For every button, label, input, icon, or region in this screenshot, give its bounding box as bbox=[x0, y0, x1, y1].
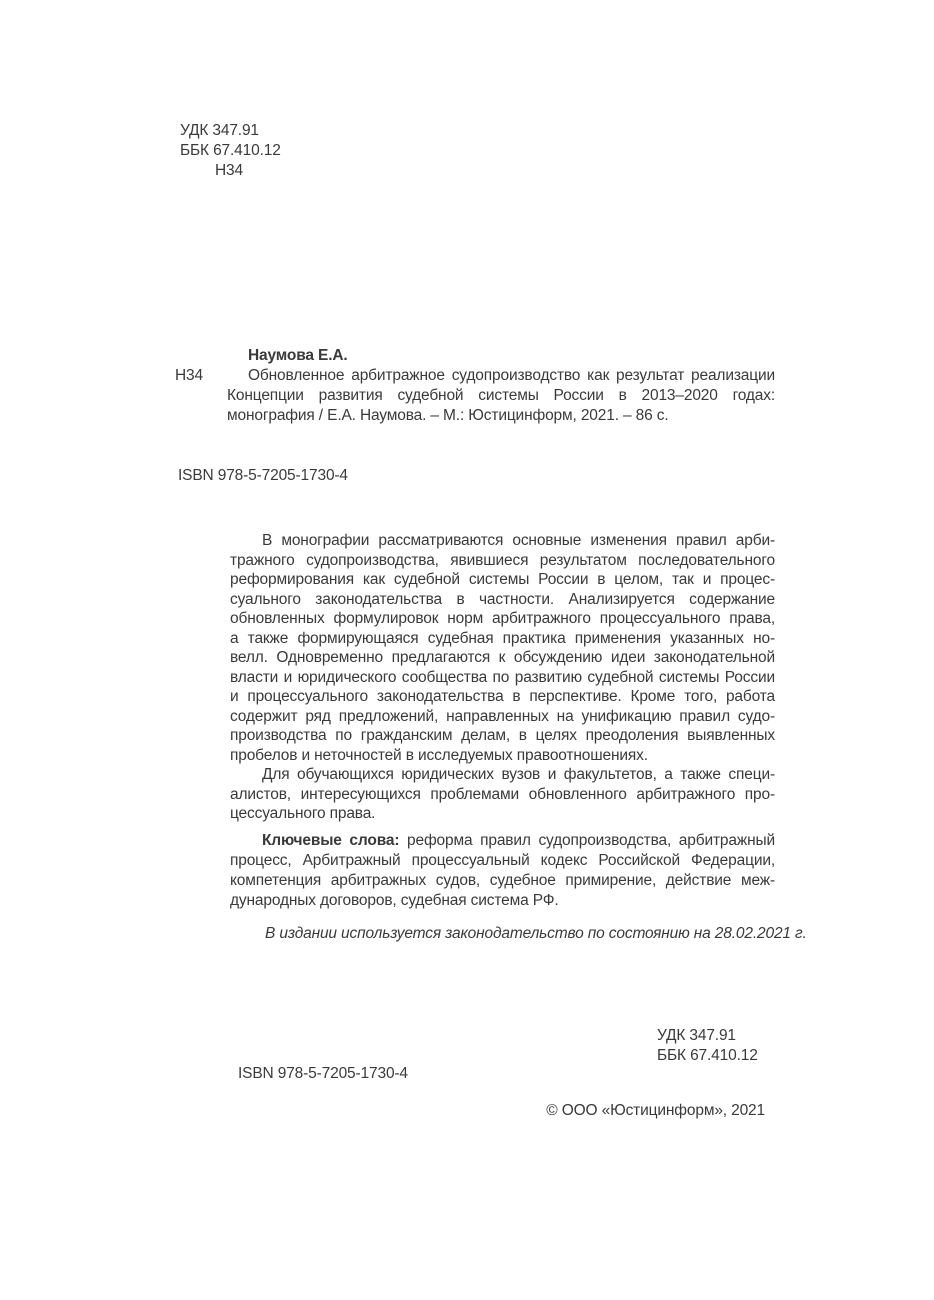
text-line: монография / Е.А. Наумова. – М.: Юстицинформ, 2021. – 86 с. bbox=[227, 407, 669, 424]
text-line: а также формирующаяся судебная практика применения указанных но- bbox=[230, 629, 775, 647]
edition-note: В издании используется законодательство по состоянию на 28.02.2021 г. bbox=[265, 925, 807, 942]
text-line: цессуального права. bbox=[230, 805, 376, 822]
top-classification-codes bbox=[180, 121, 281, 181]
bbk-code-bottom: ББК 67.410.12 bbox=[657, 1047, 758, 1064]
bottom-classification-codes bbox=[657, 1026, 758, 1066]
keywords-label: Ключевые слова: bbox=[262, 832, 400, 849]
isbn-bottom: ISBN 978-5-7205-1730-4 bbox=[238, 1065, 408, 1082]
text-line: Для обучающихся юридических вузов и факультетов, а также специ- bbox=[262, 766, 775, 783]
keywords-first-line-rest: реформа правил судопроизводства, арбитражный bbox=[399, 832, 776, 849]
text-line: Обновленное арбитражное судопроизводство как результат реализации bbox=[248, 367, 775, 384]
text-line: и процессуального законодательства в перспективе. Кроме того, работа bbox=[230, 688, 775, 705]
text-line: содержит ряд предложений, направленных на унификацию правил судо- bbox=[230, 707, 775, 725]
keywords-block bbox=[230, 831, 775, 911]
text-line: велл. Одновременно предлагаются к обсуждению идеи законодательной bbox=[230, 649, 775, 666]
text-line: процесс, Арбитражный процессуальный кодекс Российской Федерации, bbox=[230, 852, 775, 869]
text-line: В монографии рассматриваются основные изменения правил арби- bbox=[262, 532, 775, 549]
annotation bbox=[230, 531, 775, 824]
keywords-lines bbox=[230, 851, 775, 911]
text-line: пробелов и неточностей в исследуемых правоотношениях. bbox=[230, 746, 648, 764]
udk-code: УДК 347.91 bbox=[180, 122, 259, 139]
catalog-description bbox=[227, 366, 775, 426]
text-line: производства по гражданским делам, в целях преодоления выявленных bbox=[230, 727, 775, 744]
text-line: тражного судопроизводства, явившиеся результатом последовательного bbox=[230, 551, 775, 569]
text-line: власти и юридического сообщества по развитию судебной системы России bbox=[230, 668, 775, 686]
text-line: дународных договоров, судебная система РФ. bbox=[230, 892, 559, 909]
text-line: обновленных формулировок норм арбитражного процессуального права, bbox=[230, 610, 775, 627]
bbk-code: ББК 67.410.12 bbox=[180, 142, 281, 159]
text-line: суального законодательства в частности. Анализируется содержание bbox=[230, 590, 775, 608]
author-name: Наумова Е.А. bbox=[248, 347, 348, 364]
isbn-top: ISBN 978-5-7205-1730-4 bbox=[178, 467, 348, 484]
catalog-card bbox=[175, 346, 775, 426]
margin-author-sign-code: Н34 bbox=[175, 367, 203, 384]
udk-code-bottom: УДК 347.91 bbox=[657, 1027, 736, 1044]
copyright-notice: © ООО «Юстицинформ», 2021 bbox=[546, 1102, 765, 1119]
text-line: реформирования как судебной системы России в целом, так и процес- bbox=[230, 571, 775, 588]
author-sign-code: Н34 bbox=[215, 162, 243, 179]
text-line: компетенция арбитражных судов, судебное примирение, действие меж- bbox=[230, 872, 775, 889]
text-line: Концепции развития судебной системы России в 2013–2020 годах: bbox=[227, 387, 775, 404]
keywords-first-line bbox=[230, 831, 775, 851]
text-line: алистов, интересующихся проблемами обновленного арбитражного про- bbox=[230, 785, 775, 803]
